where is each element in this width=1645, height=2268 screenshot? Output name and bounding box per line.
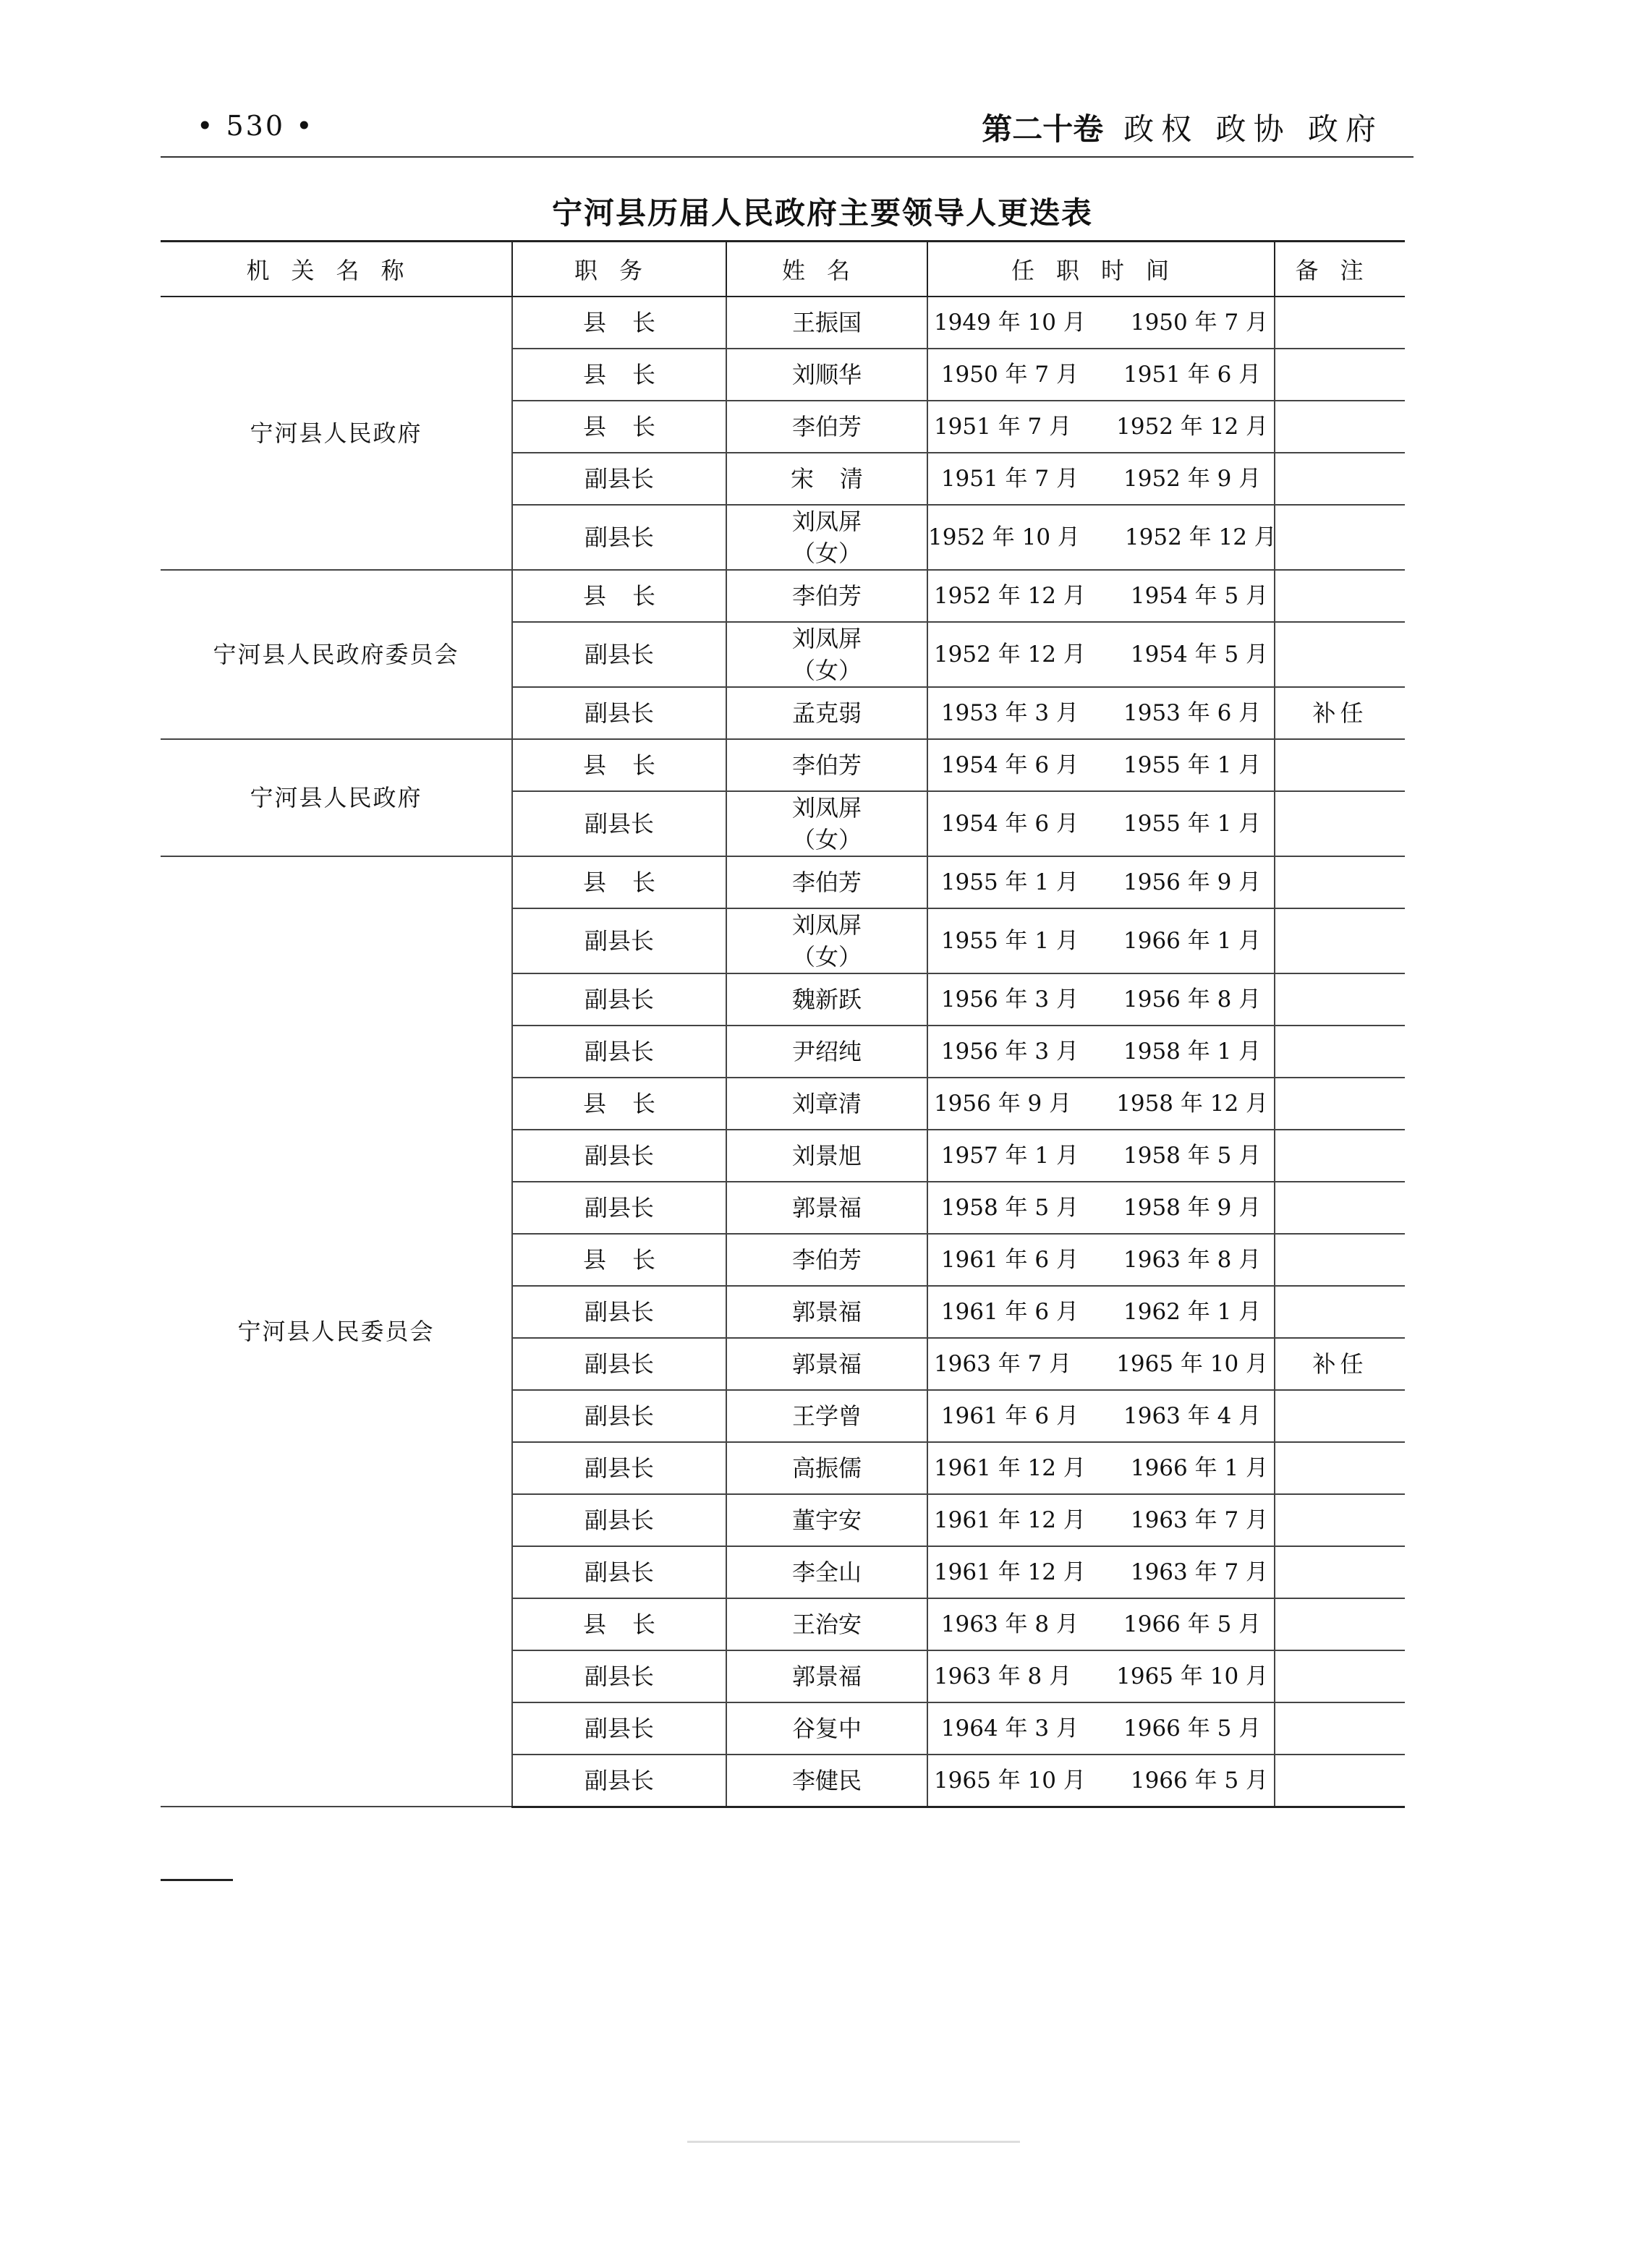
leaders-table (161, 240, 1405, 1808)
note-cell (1275, 1650, 1405, 1702)
term-start: 1961 年 12 月 (933, 1507, 1086, 1533)
note-cell (1275, 856, 1405, 908)
term-end: 1962 年 1 月 (1123, 1299, 1262, 1325)
term-end: 1966 年 5 月 (1123, 1715, 1262, 1742)
table-title: 宁河县历届人民政府主要领导人更迭表 (551, 195, 1093, 231)
term-end: 1951 年 6 月 (1123, 362, 1262, 388)
note-cell (1275, 570, 1405, 622)
term-end: 1958 年 1 月 (1123, 1039, 1262, 1065)
note-cell (1275, 973, 1405, 1026)
name-cell: 孟克弱 (726, 687, 927, 739)
name-cell: 王治安 (726, 1598, 927, 1650)
term-end: 1958 年 5 月 (1123, 1143, 1262, 1169)
name-cell: 刘章清 (726, 1078, 927, 1130)
term-end: 1955 年 1 月 (1123, 811, 1262, 837)
term-end: 1965 年 10 月 (1116, 1663, 1269, 1689)
position-cell: 副县长 (512, 1026, 726, 1078)
position-cell: 副县长 (512, 791, 726, 856)
position-cell: 副县长 (512, 453, 726, 505)
term-start: 1951 年 7 月 (940, 466, 1079, 492)
table-body (161, 297, 1405, 1807)
name-cell: 李伯芳 (726, 739, 927, 791)
term-start: 1961 年 6 月 (940, 1299, 1079, 1325)
term-start: 1963 年 7 月 (933, 1351, 1072, 1377)
term-start: 1951 年 7 月 (933, 414, 1072, 440)
term-start: 1952 年 10 月 (928, 524, 1080, 550)
term-end: 1963 年 7 月 (1130, 1507, 1269, 1533)
name-cell: 刘顺华 (726, 349, 927, 401)
position-cell: 副县长 (512, 1442, 726, 1494)
table-row (161, 856, 1405, 908)
term-end: 1952 年 12 月 (1116, 414, 1269, 440)
term-start: 1954 年 6 月 (940, 811, 1079, 837)
term-cell (927, 1286, 1275, 1338)
term-end: 1954 年 5 月 (1130, 641, 1269, 668)
position-cell: 副县长 (512, 973, 726, 1026)
term-cell (927, 1338, 1275, 1390)
section-label: 政权 政协 政府 (1123, 111, 1383, 147)
term-start: 1958 年 5 月 (940, 1195, 1079, 1221)
term-end: 1958 年 12 月 (1116, 1091, 1269, 1117)
note-cell (1275, 1598, 1405, 1650)
term-end: 1963 年 4 月 (1123, 1403, 1262, 1429)
term-start: 1964 年 3 月 (940, 1715, 1079, 1742)
term-end: 1958 年 9 月 (1123, 1195, 1262, 1221)
term-cell (927, 1130, 1275, 1182)
note-cell (1275, 1546, 1405, 1598)
name-cell: 李伯芳 (726, 401, 927, 453)
name-text: 刘凤屏 (791, 794, 862, 822)
name-cell: 宋清 (726, 453, 927, 505)
table-row (161, 570, 1405, 622)
term-cell (927, 1702, 1275, 1755)
scan-artifact (687, 2141, 1020, 2143)
name-cell: 李伯芳 (726, 856, 927, 908)
name-text: 刘凤屏 (791, 911, 862, 939)
note-cell (1275, 349, 1405, 401)
name-gender-note: （女） (791, 826, 862, 853)
name-text: 刘凤屏 (791, 508, 862, 535)
name-cell: 尹绍纯 (726, 1026, 927, 1078)
name-cell (726, 622, 927, 687)
term-cell (927, 1390, 1275, 1442)
position-cell: 县长 (512, 297, 726, 349)
term-cell (927, 1442, 1275, 1494)
position-cell: 县长 (512, 1234, 726, 1286)
note-cell (1275, 908, 1405, 973)
position-cell: 副县长 (512, 687, 726, 739)
term-end: 1965 年 10 月 (1116, 1351, 1269, 1377)
name-cell: 魏新跃 (726, 973, 927, 1026)
note-cell (1275, 1130, 1405, 1182)
note-cell (1275, 1286, 1405, 1338)
position-cell: 县长 (512, 570, 726, 622)
term-end: 1966 年 1 月 (1130, 1455, 1269, 1481)
note-cell (1275, 1494, 1405, 1546)
name-text: 刘凤屏 (791, 625, 862, 652)
name-cell: 李健民 (726, 1755, 927, 1807)
name-gender-note: （女） (791, 540, 862, 567)
column-header-note: 备注 (1275, 242, 1405, 297)
term-cell (927, 401, 1275, 453)
term-end: 1955 年 1 月 (1123, 752, 1262, 778)
term-start: 1955 年 1 月 (940, 869, 1079, 895)
table-header-row (161, 242, 1405, 297)
term-start: 1965 年 10 月 (933, 1767, 1086, 1794)
note-cell (1275, 1026, 1405, 1078)
footnote-rule (161, 1879, 233, 1881)
position-cell: 副县长 (512, 505, 726, 570)
position-cell: 县长 (512, 401, 726, 453)
position-cell: 县长 (512, 349, 726, 401)
org-name-cell: 宁河县人民政府 (161, 739, 512, 856)
term-start: 1961 年 12 月 (933, 1455, 1086, 1481)
term-cell (927, 622, 1275, 687)
name-cell: 刘景旭 (726, 1130, 927, 1182)
term-cell (927, 739, 1275, 791)
term-start: 1953 年 3 月 (940, 700, 1079, 726)
note-cell (1275, 401, 1405, 453)
column-header-org: 机关名称 (161, 242, 512, 297)
name-cell: 李全山 (726, 1546, 927, 1598)
name-cell: 郭景福 (726, 1650, 927, 1702)
term-start: 1950 年 7 月 (940, 362, 1079, 388)
term-cell (927, 856, 1275, 908)
page-header (0, 0, 1645, 174)
note-cell (1275, 791, 1405, 856)
term-start: 1954 年 6 月 (940, 752, 1079, 778)
term-end: 1953 年 6 月 (1123, 700, 1262, 726)
position-cell: 县长 (512, 856, 726, 908)
term-cell (927, 1078, 1275, 1130)
position-cell: 县长 (512, 739, 726, 791)
term-end: 1950 年 7 月 (1130, 310, 1269, 336)
org-name-cell: 宁河县人民政府委员会 (161, 570, 512, 739)
note-cell (1275, 1702, 1405, 1755)
term-cell (927, 908, 1275, 973)
note-cell (1275, 1390, 1405, 1442)
term-cell (927, 1026, 1275, 1078)
page-number: • 530 • (197, 110, 315, 142)
name-cell: 王振国 (726, 297, 927, 349)
term-end: 1963 年 7 月 (1130, 1559, 1269, 1585)
volume-label: 第二十卷 (982, 111, 1104, 147)
note-cell (1275, 297, 1405, 349)
term-end: 1966 年 1 月 (1123, 928, 1262, 954)
running-title (982, 106, 1383, 149)
term-start: 1961 年 6 月 (940, 1247, 1079, 1273)
position-cell: 副县长 (512, 1650, 726, 1702)
name-cell: 高振儒 (726, 1442, 927, 1494)
position-cell: 县长 (512, 1598, 726, 1650)
term-cell (927, 1755, 1275, 1807)
position-cell: 副县长 (512, 622, 726, 687)
position-cell: 副县长 (512, 1286, 726, 1338)
name-cell: 董宇安 (726, 1494, 927, 1546)
name-cell: 王学曾 (726, 1390, 927, 1442)
term-end: 1956 年 9 月 (1123, 869, 1262, 895)
name-cell: 郭景福 (726, 1182, 927, 1234)
term-start: 1949 年 10 月 (933, 310, 1086, 336)
position-cell: 副县长 (512, 908, 726, 973)
name-cell: 郭景福 (726, 1286, 927, 1338)
term-start: 1957 年 1 月 (940, 1143, 1079, 1169)
position-cell: 副县长 (512, 1338, 726, 1390)
term-start: 1952 年 12 月 (933, 641, 1086, 668)
term-cell (927, 570, 1275, 622)
term-cell (927, 505, 1275, 570)
note-cell: 补任 (1275, 687, 1405, 739)
note-cell (1275, 1442, 1405, 1494)
position-cell: 副县长 (512, 1182, 726, 1234)
term-cell (927, 1234, 1275, 1286)
name-gender-note: （女） (791, 657, 862, 684)
term-end: 1952 年 9 月 (1123, 466, 1262, 492)
term-start: 1956 年 9 月 (933, 1091, 1072, 1117)
name-gender-note: （女） (791, 943, 862, 971)
note-cell (1275, 505, 1405, 570)
term-cell (927, 687, 1275, 739)
column-header-term: 任职时间 (927, 242, 1275, 297)
term-start: 1952 年 12 月 (933, 583, 1086, 609)
term-end: 1952 年 12 月 (1124, 524, 1277, 550)
position-cell: 副县长 (512, 1702, 726, 1755)
note-cell: 补任 (1275, 1338, 1405, 1390)
header-rule (161, 156, 1414, 158)
term-end: 1954 年 5 月 (1130, 583, 1269, 609)
org-name-cell: 宁河县人民委员会 (161, 856, 512, 1807)
term-start: 1956 年 3 月 (940, 1039, 1079, 1065)
name-cell: 谷复中 (726, 1702, 927, 1755)
position-cell: 县长 (512, 1078, 726, 1130)
name-cell: 李伯芳 (726, 570, 927, 622)
term-cell (927, 791, 1275, 856)
note-cell (1275, 1755, 1405, 1807)
term-cell (927, 1650, 1275, 1702)
term-cell (927, 973, 1275, 1026)
term-start: 1955 年 1 月 (940, 928, 1079, 954)
term-cell (927, 349, 1275, 401)
note-cell (1275, 453, 1405, 505)
term-end: 1956 年 8 月 (1123, 986, 1262, 1012)
position-cell: 副县长 (512, 1130, 726, 1182)
name-cell (726, 791, 927, 856)
term-start: 1963 年 8 月 (940, 1611, 1079, 1637)
term-start: 1963 年 8 月 (933, 1663, 1072, 1689)
note-cell (1275, 739, 1405, 791)
note-cell (1275, 1234, 1405, 1286)
column-header-position: 职务 (512, 242, 726, 297)
note-cell (1275, 622, 1405, 687)
term-cell (927, 1598, 1275, 1650)
note-cell (1275, 1182, 1405, 1234)
term-start: 1961 年 6 月 (940, 1403, 1079, 1429)
position-cell: 副县长 (512, 1390, 726, 1442)
org-name-cell: 宁河县人民政府 (161, 297, 512, 570)
name-cell: 郭景福 (726, 1338, 927, 1390)
name-cell: 李伯芳 (726, 1234, 927, 1286)
table-row (161, 739, 1405, 791)
term-cell (927, 1546, 1275, 1598)
column-header-name: 姓名 (726, 242, 927, 297)
term-end: 1966 年 5 月 (1130, 1767, 1269, 1794)
note-cell (1275, 1078, 1405, 1130)
name-cell (726, 505, 927, 570)
term-start: 1961 年 12 月 (933, 1559, 1086, 1585)
name-cell (726, 908, 927, 973)
term-end: 1966 年 5 月 (1123, 1611, 1262, 1637)
term-start: 1956 年 3 月 (940, 986, 1079, 1012)
position-cell: 副县长 (512, 1494, 726, 1546)
term-cell (927, 1182, 1275, 1234)
term-cell (927, 1494, 1275, 1546)
term-cell (927, 453, 1275, 505)
position-cell: 副县长 (512, 1755, 726, 1807)
term-cell (927, 297, 1275, 349)
term-end: 1963 年 8 月 (1123, 1247, 1262, 1273)
table-row (161, 297, 1405, 349)
position-cell: 副县长 (512, 1546, 726, 1598)
